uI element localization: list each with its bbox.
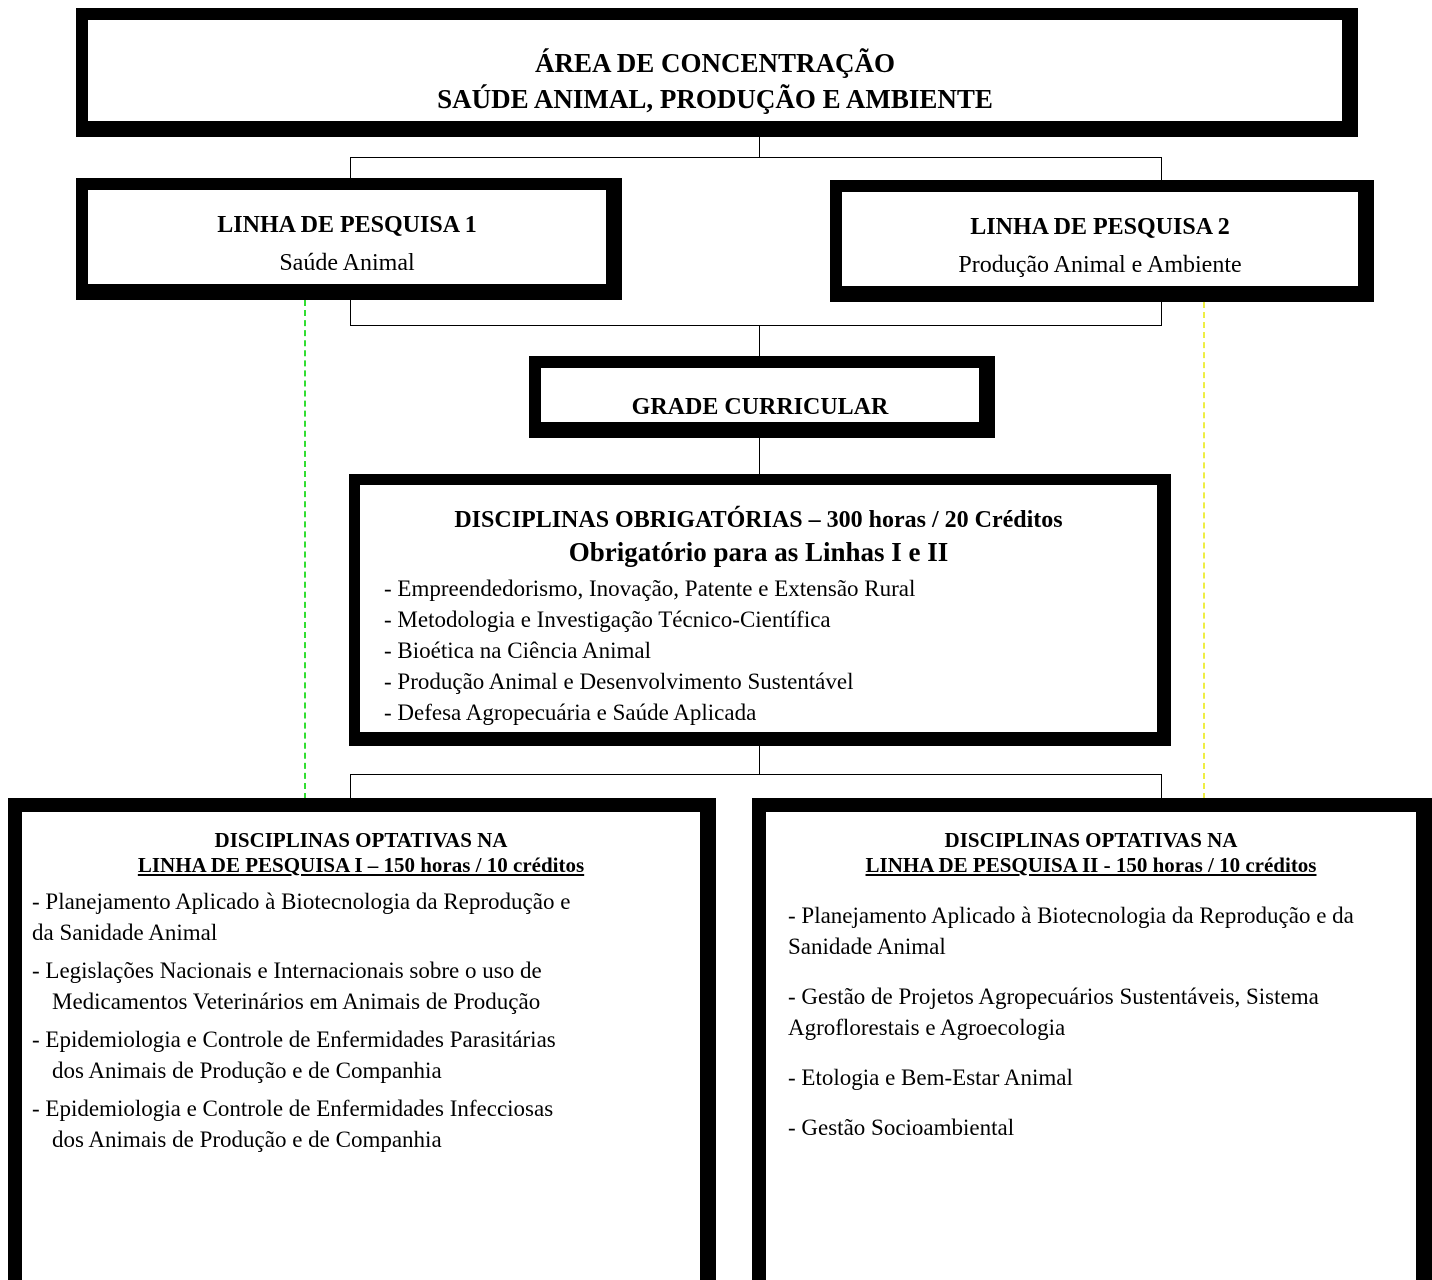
area-title: ÁREA DE CONCENTRAÇÃO <box>534 48 896 78</box>
connector-to-grade <box>759 325 760 357</box>
connector-to-opt2 <box>1161 774 1162 799</box>
connector-area-down <box>759 137 760 158</box>
disciplinas-obrigatorias-box <box>349 474 1171 746</box>
linha1-title: LINHA DE PESQUISA 1 <box>217 212 477 238</box>
list-item <box>32 955 700 1017</box>
list-item-line1: - Planejamento Aplicado à Biotecnologia da Reprodução e <box>32 889 571 914</box>
linha2-subtitle: Produção Animal e Ambiente <box>958 252 1242 278</box>
connector-to-linha2 <box>1161 157 1162 181</box>
list-item: - Metodologia e Investigação Técnico-Científica <box>384 607 831 632</box>
linha2-title: LINHA DE PESQUISA 2 <box>970 214 1230 240</box>
list-item-line2: Medicamentos Veterinários em Animais de Produção <box>52 989 541 1014</box>
list-item-line1: - Legislações Nacionais e Internacionais sobre o uso de <box>32 958 542 983</box>
list-item: - Produção Animal e Desenvolvimento Sustentável <box>384 669 854 694</box>
dashed-link-linha2 <box>1203 302 1205 799</box>
list-item-line2: dos Animais de Produção e de Companhia <box>52 1127 442 1152</box>
connector-obrig-down <box>759 746 760 774</box>
optativas1-list <box>32 886 700 1162</box>
optativas-linha2-box <box>752 798 1432 1280</box>
list-item-line2: dos Animais de Produção e de Companhia <box>52 1058 442 1083</box>
obrigatorias-subtitle: Obrigatório para as Linhas I e II <box>568 537 949 567</box>
linha-pesquisa-1-box <box>76 178 622 300</box>
optativas1-title-line2: LINHA DE PESQUISA I – 150 horas / 10 créditos <box>137 853 585 877</box>
optativas-linha1-box <box>8 798 716 1280</box>
area-concentracao-box <box>76 8 1358 137</box>
connector-grade-to-obrig <box>759 438 760 475</box>
list-item: - Empreendedorismo, Inovação, Patente e Extensão Rural <box>384 576 916 601</box>
optativas2-title-line1: DISCIPLINAS OPTATIVAS NA <box>944 828 1238 852</box>
connector-to-opt1 <box>350 774 351 799</box>
list-item-line1: - Epidemiologia e Controle de Enfermidades Parasitárias <box>32 1027 556 1052</box>
connector-to-linha1 <box>350 157 351 179</box>
linha1-subtitle: Saúde Animal <box>279 250 415 276</box>
list-item <box>32 1093 700 1155</box>
obrigatorias-title: DISCIPLINAS OBRIGATÓRIAS – 300 horas / 20 Créditos <box>454 507 1063 533</box>
grade-curricular-box <box>529 356 995 438</box>
connector-bottom-bar <box>350 774 1162 775</box>
optativas1-title-line1: DISCIPLINAS OPTATIVAS NA <box>214 828 508 852</box>
list-item: - Gestão Socioambiental <box>788 1115 1015 1140</box>
connector-from-linha1 <box>350 300 351 326</box>
area-subtitle: SAÚDE ANIMAL, PRODUÇÃO E AMBIENTE <box>437 84 993 114</box>
connector-mid-bar <box>350 325 1162 326</box>
list-item: - Etologia e Bem-Estar Animal <box>788 1065 1073 1090</box>
list-item: - Gestão de Projetos Agropecuários Sustentáveis, Sistema Agroflorestais e Agroecologia <box>788 984 1319 1040</box>
connector-top-bar <box>350 157 1162 158</box>
list-item-line2: da Sanidade Animal <box>32 920 218 945</box>
optativas1-heading <box>22 828 700 878</box>
list-item <box>32 886 700 948</box>
optativas2-heading <box>766 828 1416 878</box>
list-item-line1: - Epidemiologia e Controle de Enfermidades Infecciosas <box>32 1096 554 1121</box>
dashed-link-linha1 <box>304 300 306 799</box>
grade-label: GRADE CURRICULAR <box>631 394 889 420</box>
obrigatorias-list <box>384 573 915 728</box>
list-item: - Defesa Agropecuária e Saúde Aplicada <box>384 700 757 725</box>
list-item: - Bioética na Ciência Animal <box>384 638 651 663</box>
linha-pesquisa-2-box <box>830 180 1374 302</box>
list-item: - Planejamento Aplicado à Biotecnologia da Reprodução e da Sanidade Animal <box>788 903 1354 959</box>
optativas2-list <box>788 900 1412 1162</box>
optativas2-title-line2: LINHA DE PESQUISA II - 150 horas / 10 créditos <box>865 853 1317 877</box>
connector-from-linha2 <box>1161 302 1162 326</box>
list-item <box>32 1024 700 1086</box>
